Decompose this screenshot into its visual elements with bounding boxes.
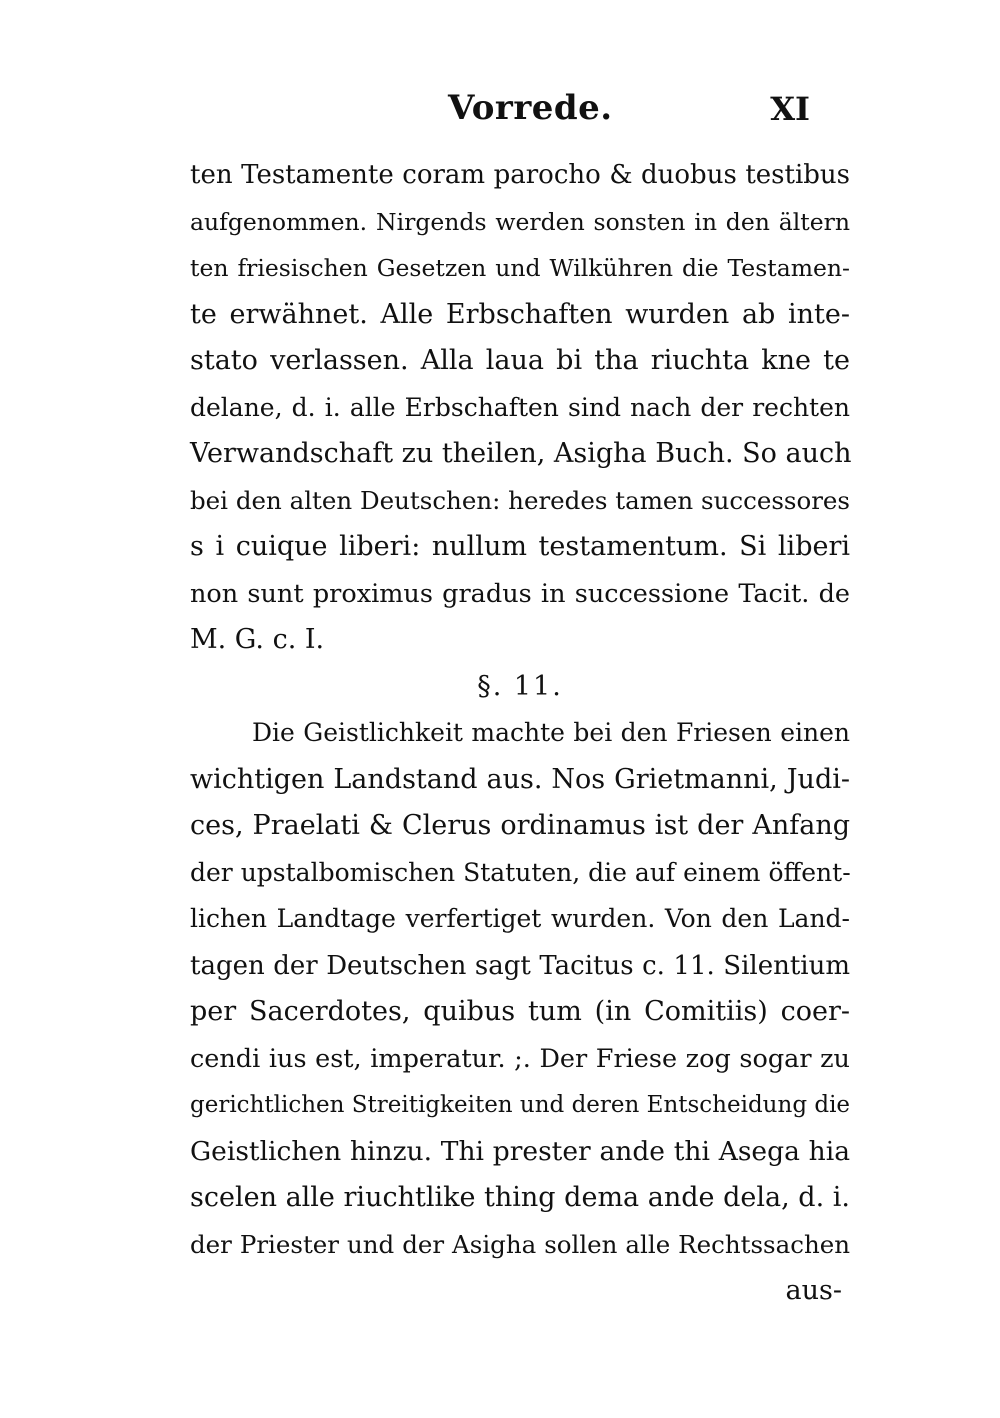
text-line: lichen Landtage verfertiget wurden. Von den Land-: [190, 904, 850, 933]
text-line: aufgenommen. Nirgends werden sonsten in den ältern: [190, 207, 850, 236]
catchword: aus-: [785, 1275, 842, 1306]
text-line: tagen der Deutschen sagt Tacitus c. 11. Silentium: [190, 950, 850, 981]
text-line: bei den alten Deutschen: heredes tamen successores: [190, 485, 850, 515]
text-line: scelen alle riuchtlike thing dema ande dela, d. i.: [190, 1182, 850, 1213]
text-line: Geistlichen hinzu. Thi prester ande thi Asega hia: [190, 1135, 850, 1167]
text-line: s i cuique liberi: nullum testamentum. Si liberi: [190, 531, 850, 562]
text-line: gerichtlichen Streitigkeiten und deren Entscheidung die: [190, 1092, 851, 1118]
running-head: [190, 88, 840, 138]
text-line: cendi ius est, imperatur. ;. Der Friese zog sogar zu: [190, 1043, 850, 1074]
text-line: ten Testamente coram parocho & duobus testibus: [190, 160, 850, 190]
body-text: [190, 152, 850, 1315]
running-title: Vorrede.: [448, 88, 613, 128]
page-number: XI: [770, 90, 810, 128]
text-line: stato verlassen. Alla laua bi tha riuchta kne te: [190, 345, 850, 376]
text-line: ces, Praelati & Clerus ordinamus ist der Anfang: [190, 810, 850, 841]
text-line: per Sacerdotes, quibus tum (in Comitiis) coer-: [190, 996, 850, 1027]
text-line: ten friesischen Gesetzen und Wilkühren die Testamen-: [190, 254, 850, 282]
text-line: Verwandschaft zu theilen, Asigha Buch. So auch: [190, 438, 852, 469]
text-line: delane, d. i. alle Erbschaften sind nach der rechten: [190, 392, 850, 422]
text-line: der upstalbomischen Statuten, die auf einem öffent-: [190, 857, 851, 887]
text-line: te erwähnet. Alle Erbschaften wurden ab inte-: [190, 298, 850, 330]
text-line: der Priester und der Asigha sollen alle Rechtssachen: [190, 1229, 850, 1259]
text-line: non sunt proximus gradus in successione Tacit. de: [190, 578, 850, 609]
text-line: wichtigen Landstand aus. Nos Grietmanni, Judi-: [190, 763, 850, 795]
text-line: M. G. c. I.: [190, 624, 325, 655]
text-line: Die Geistlichkeit machte bei den Friesen einen: [252, 718, 850, 747]
section-heading: §. 11.: [477, 670, 563, 702]
